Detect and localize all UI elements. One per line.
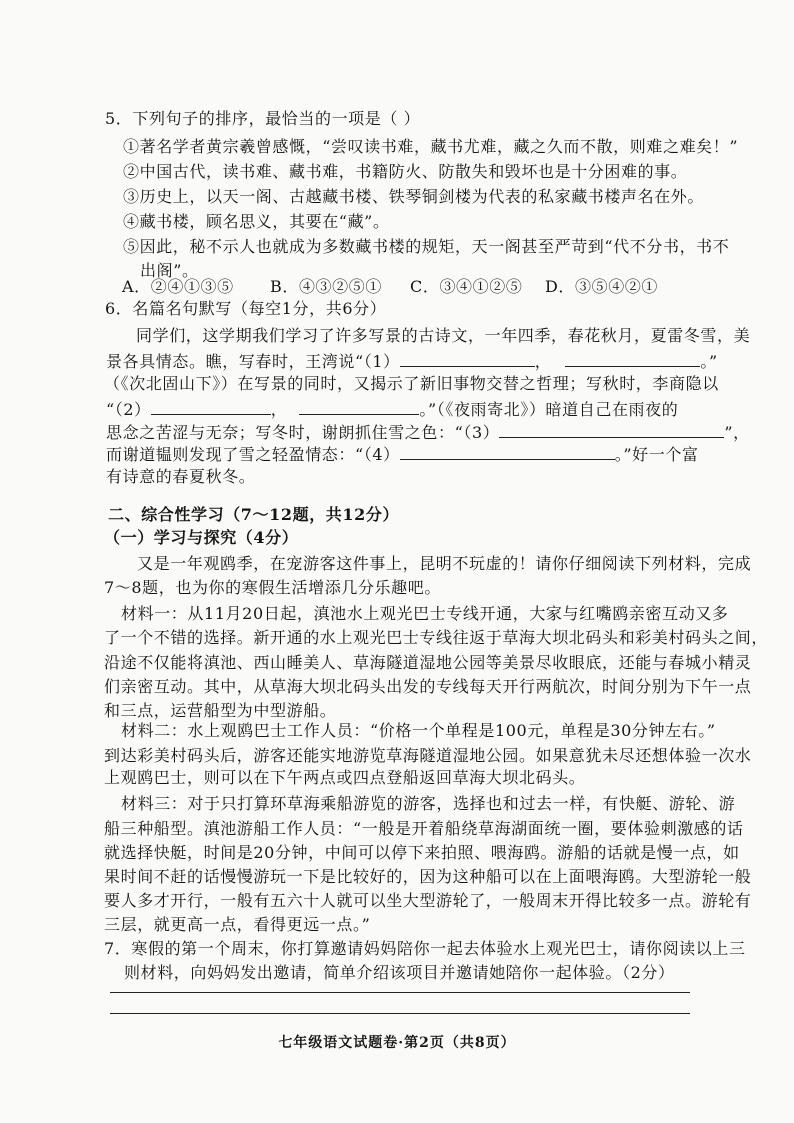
q7-line-1: 7．寒假的第一个周末，你打算邀请妈妈陪你一起去体验水上观光巴士，请你阅读以上三 (104, 939, 746, 958)
material-2-line-2: 到达彩美村码头后，游客还能实地游览草海隧道湿地公园。如果意犹未尽还想体验一次水 (104, 746, 752, 765)
material-3-line-6: 三层，就更高一点，看得更远一点。” (104, 915, 371, 934)
material-3-line-3: 就选择快艇，时间是20分钟，中间可以停下来拍照、喂海鸥。游船的话就是慢一点，如 (104, 843, 740, 862)
q6-line-4 (106, 398, 678, 421)
material-3-line-2: 船三种船型。滇池游船工作人员：“一般是开着船绕草海湖面统一圈，要体验刺激感的话 (104, 819, 744, 838)
q6-comma-2: ， (270, 400, 288, 419)
q6-comma: ， (534, 352, 552, 371)
blank-1a[interactable] (400, 350, 535, 367)
q5-stem: 5．下列句子的排序，最恰当的一项是（ ） (105, 109, 421, 128)
q6-line-5-text: 思念之苦涩与无奈；写冬时，谢朗抓住雪之色：“（3） (106, 423, 500, 442)
q5-item-1: ①著名学者黄宗羲曾感慨，“尝叹读书难，藏书尤难，藏之久而不散，则难之难矣！” (123, 137, 739, 156)
intro-line-2: 7～8题，也为你的寒假生活增添几分乐趣吧。 (104, 578, 441, 597)
q5-option-b: B．④③②⑤① (270, 277, 382, 296)
q5-item-2: ②中国古代，读书难、藏书难，书籍防火、防散失和毁坏也是十分困难的事。 (123, 162, 688, 181)
material-2-line-1: 材料二：水上观鸥巴士工作人员：“价格一个单程是100元，单程是30分钟左右。” (121, 721, 716, 740)
q6-line-1: 同学们，这学期我们学习了许多写景的古诗文，一年四季，春花秋月，夏雷冬雪，美 (136, 326, 751, 345)
q6-line-3: （《次北固山下》）在写景的同时，又揭示了新旧事物交替之哲理；写秋时，李商隐以 (104, 374, 719, 393)
blank-3[interactable] (499, 421, 724, 438)
q5-option-d: D．③⑤④②① (545, 277, 659, 296)
material-1-line-4: 们亲密互动。其中，从草海大坝北码头出发的专线每天开行两航次，时间分别为下午一点 (104, 677, 752, 696)
section-2-subtitle: （一）学习与探究（4分） (104, 528, 299, 547)
blank-4[interactable] (400, 443, 615, 460)
q6-close-quote: 。” (700, 352, 718, 371)
q6-stem: 6．名篇名句默写（每空1分，共6分） (105, 299, 387, 318)
q6-line-2-text: 景各具情态。瞧，写春时，王湾说“（1） (106, 352, 400, 371)
q5-item-5-cont: 出阁”。 (140, 261, 199, 280)
answer-line-2[interactable] (110, 1013, 690, 1014)
q6-line-5 (106, 421, 750, 444)
material-3-line-1: 材料三：对于只打算环草海乘船游览的游客，选择也和过去一样，有快艇、游轮、游 (121, 794, 736, 813)
q6-line-7: 有诗意的春夏秋冬。 (106, 467, 256, 486)
intro-line-1: 又是一年观鸥季，在宠游客这件事上，昆明不玩虚的！请你仔细阅读下列材料，完成 (137, 554, 752, 573)
q7-line-2: 则材料，向妈妈发出邀请，简单介绍该项目并邀请她陪你一起体验。（2分） (124, 963, 675, 982)
q5-item-5: ⑤因此，秘不示人也就成为多数藏书楼的规矩，天一阁甚至严苛到“代不分书，书不 (123, 237, 730, 256)
q6-line-2 (106, 350, 718, 373)
material-1-line-5: 和三点，运营船型为中型游船。 (104, 701, 337, 720)
material-1-line-1: 材料一：从11月20日起，滇池水上观光巴士专线开通，大家与红嘴鸥亲密互动又多 (121, 604, 729, 623)
page-footer: 七年级语文试题卷·第2页（共8页） (278, 1035, 516, 1051)
material-1-line-3: 沿途不仅能将滇池、西山睡美人、草海隧道湿地公园等美景尽收眼底，还能与春城小精灵 (104, 653, 752, 672)
q5-item-4: ④藏书楼，顾名思义，其要在“藏”。 (123, 212, 390, 231)
blank-1b[interactable] (565, 350, 700, 367)
q6-line-4-text: “（2） (106, 400, 151, 419)
section-2-title: 二、综合性学习（7～12题，共12分） (108, 505, 400, 524)
q5-option-c: C．③④①②⑤ (410, 277, 523, 296)
material-1-line-2: 了一个不错的选择。新开通的水上观光巴士专线往返于草海大坝北码头和彩美村码头之间， (104, 628, 769, 647)
q6-line-4-rest: 。”（《夜雨寄北》）暗道自己在雨夜的 (419, 400, 679, 419)
q6-line-5-end: ”， (724, 423, 750, 442)
material-2-line-3: 上观鸥巴士，则可以在下午两点或四点登船返回草海大坝北码头。 (104, 768, 586, 787)
q5-item-3: ③历史上，以天一阁、古越藏书楼、铁琴铜剑楼为代表的私家藏书楼声名在外。 (123, 187, 705, 206)
q6-line-6 (106, 443, 699, 466)
q6-line-6-end: 。”好一个富 (614, 445, 699, 464)
blank-2a[interactable] (151, 398, 271, 415)
answer-line-1[interactable] (110, 992, 690, 993)
material-3-line-5: 要人多才开行，一般有五六十人就可以坐大型游轮了，一般周末开得比较多一点。游轮有 (104, 891, 752, 910)
blank-2b[interactable] (299, 398, 419, 415)
q6-line-6-text: 而谢道韫则发现了雪之轻盈情态：“（4） (106, 445, 400, 464)
q5-option-a: A．②④①③⑤ (122, 277, 234, 296)
material-3-line-4: 果时间不赶的话慢慢游玩一下是比较好的，因为这种船可以在上面喂海鸥。大型游轮一般 (104, 867, 752, 886)
